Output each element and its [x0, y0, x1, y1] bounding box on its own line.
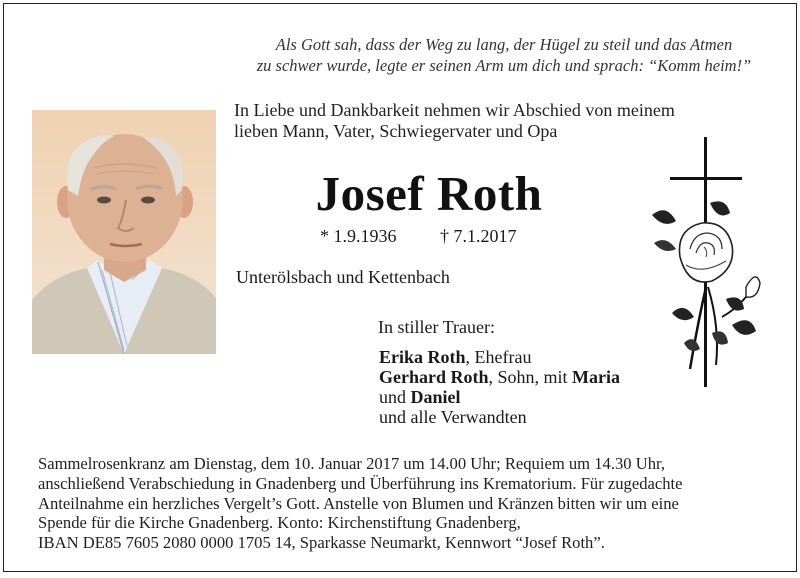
service-details [38, 454, 778, 553]
family-list [379, 347, 620, 427]
family-line [379, 367, 620, 387]
poem-line: Als Gott sah, dass der Weg zu lang, der Hügel zu steil und das Atmen [275, 35, 733, 54]
mourning-heading: In stiller Trauer: [378, 317, 495, 337]
birth-date: * 1.9.1936 [320, 226, 397, 246]
family-member-name: Erika Roth [379, 347, 466, 367]
cross-with-rose-icon [646, 137, 766, 389]
family-line: und alle Verwandten [379, 407, 527, 427]
family-member-name: Gerhard Roth [379, 367, 489, 387]
poem-line: zu schwer wurde, legte er seinen Arm um dich und sprach: “Komm heim!” [256, 56, 752, 75]
poem-quote [219, 34, 789, 76]
intro-text [234, 100, 754, 142]
family-relation: , Ehefrau [465, 347, 532, 367]
intro-line: lieben Mann, Vater, Schwiegervater und Opa [234, 121, 558, 141]
footer-line: IBAN DE85 7605 2080 0000 1705 14, Sparkasse Neumarkt, Kennwort “Josef Roth”. [38, 533, 605, 553]
obituary-notice [3, 3, 797, 572]
portrait-photo [32, 110, 216, 354]
footer-line: Spende für die Kirche Gnadenberg. Konto: Kirchenstiftung Gnadenberg, [38, 513, 521, 533]
family-member-name: Daniel [410, 387, 461, 407]
death-date: † 7.1.2017 [440, 226, 517, 246]
family-connector: und [379, 387, 411, 407]
deceased-name: Josef Roth [315, 166, 543, 221]
footer-line: Sammelrosenkranz am Dienstag, dem 10. Januar 2017 um 14.00 Uhr; Requiem um 14.30 Uhr, [38, 454, 666, 473]
family-member-name: Maria [572, 367, 620, 387]
footer-line: Anteilnahme ein herzliches Vergelt’s Gott. Anstelle von Blumen und Kränzen bitten wir um eine [38, 493, 679, 513]
family-line [379, 387, 620, 407]
family-line [379, 347, 620, 367]
hometown: Unterölsbach und Kettenbach [236, 267, 450, 287]
family-relation: , Sohn, mit [488, 367, 573, 387]
intro-line: In Liebe und Dankbarkeit nehmen wir Abschied von meinem [234, 100, 675, 120]
footer-line: anschließend Verabschiedung in Gnadenberg und Überführung ins Krematorium. Für zugedachte [38, 473, 683, 493]
